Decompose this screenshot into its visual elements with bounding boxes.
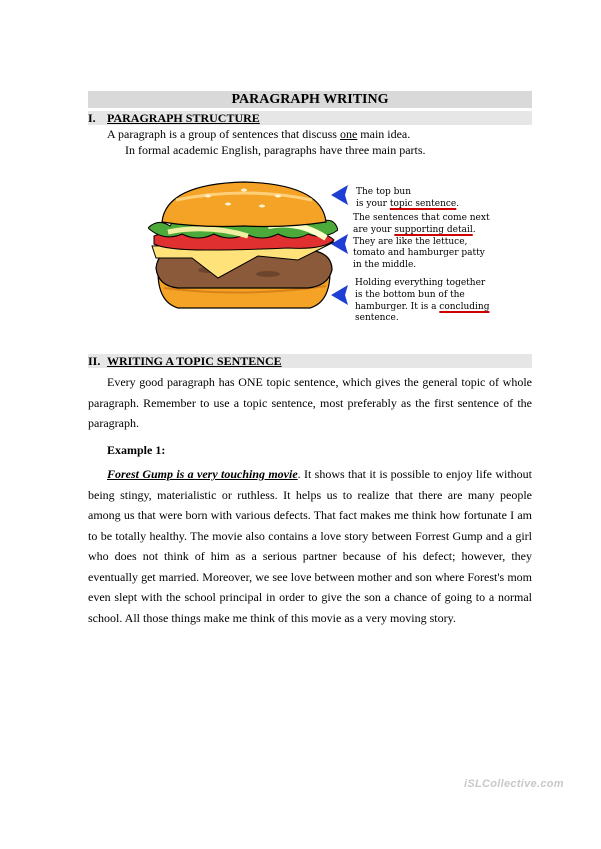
example-topic-sentence: Forest Gump is a very touching movie [107, 467, 298, 481]
example-label: Example 1: [107, 443, 166, 457]
callout-top-bun [356, 187, 459, 211]
callout3-line3 [355, 302, 489, 314]
line1-pre: A paragraph is a group of sentences that discuss [107, 127, 340, 141]
callout2-line2 [353, 225, 490, 237]
section1-title: PARAGRAPH STRUCTURE [107, 111, 260, 125]
c2-post: . [472, 224, 476, 235]
section1-heading [88, 111, 260, 125]
section1-line2: In formal academic English, paragraphs have three main parts. [125, 143, 426, 157]
page-title: PARAGRAPH WRITING [231, 92, 389, 107]
example-body: . It shows that it is possible to enjoy life without being stingy, materialistic or ruthless. It helps us to realize that there are many people among us that were born with various defects. That fact makes me think how fortunate I am to be totally healthy. The movie also contains a love story between Forrest Gump and a girl who does not think of him as a serious partner because of his defect; however, they eventually get married. Moreover, we see love between mother and son where Forest's mom even slept with the school principal in order to give the son a chance of going to a normal school. All those things make me think of this movie as a very moving story. [88, 467, 532, 625]
c3-pre: hamburger. It is a [355, 301, 440, 312]
hamburger-illustration [148, 180, 338, 320]
section2-number: II. [88, 354, 101, 368]
line1-underlined: one [339, 127, 358, 141]
callout1-line2 [356, 199, 459, 211]
section1-number: I. [88, 111, 96, 125]
callout1-line1: The top bun [356, 187, 411, 197]
watermark: iSLCollective.com [464, 778, 564, 790]
callout3-line4: sentence. [355, 313, 399, 324]
pointer-middle-icon [329, 233, 349, 255]
c1-post: . [456, 198, 460, 209]
example-paragraph [88, 464, 532, 628]
section2-intro: Every good paragraph has ONE topic sentence, which gives the general topic of whole paragraph. Remember to use a topic sentence, most preferably as the first sentence of the paragraph. [88, 375, 532, 430]
section2-title: WRITING A TOPIC SENTENCE [107, 354, 282, 368]
section2-heading [88, 354, 282, 368]
pointer-top-icon [329, 184, 349, 206]
callout2-line1: The sentences that come next [353, 213, 490, 223]
callout3-line2: is the bottom bun of the [355, 289, 465, 300]
callout2-line3: They are like the lettuce, [353, 236, 468, 247]
supporting-detail-term: supporting detail [394, 224, 473, 235]
callout2-line5: in the middle. [353, 260, 417, 271]
line1-post: main idea. [357, 127, 411, 141]
c2-pre: are your [353, 224, 395, 235]
concluding-term: concluding [439, 301, 490, 312]
c1-pre: is your [356, 198, 390, 209]
callout-middle [353, 213, 490, 272]
callout3-line1: Holding everything together [355, 278, 486, 288]
topic-sentence-term: topic sentence [389, 198, 457, 209]
pointer-bottom-icon [329, 284, 349, 306]
callout2-line4: tomato and hamburger patty [353, 248, 485, 259]
callout-bottom-bun [355, 278, 489, 325]
section1-line1 [107, 127, 410, 141]
